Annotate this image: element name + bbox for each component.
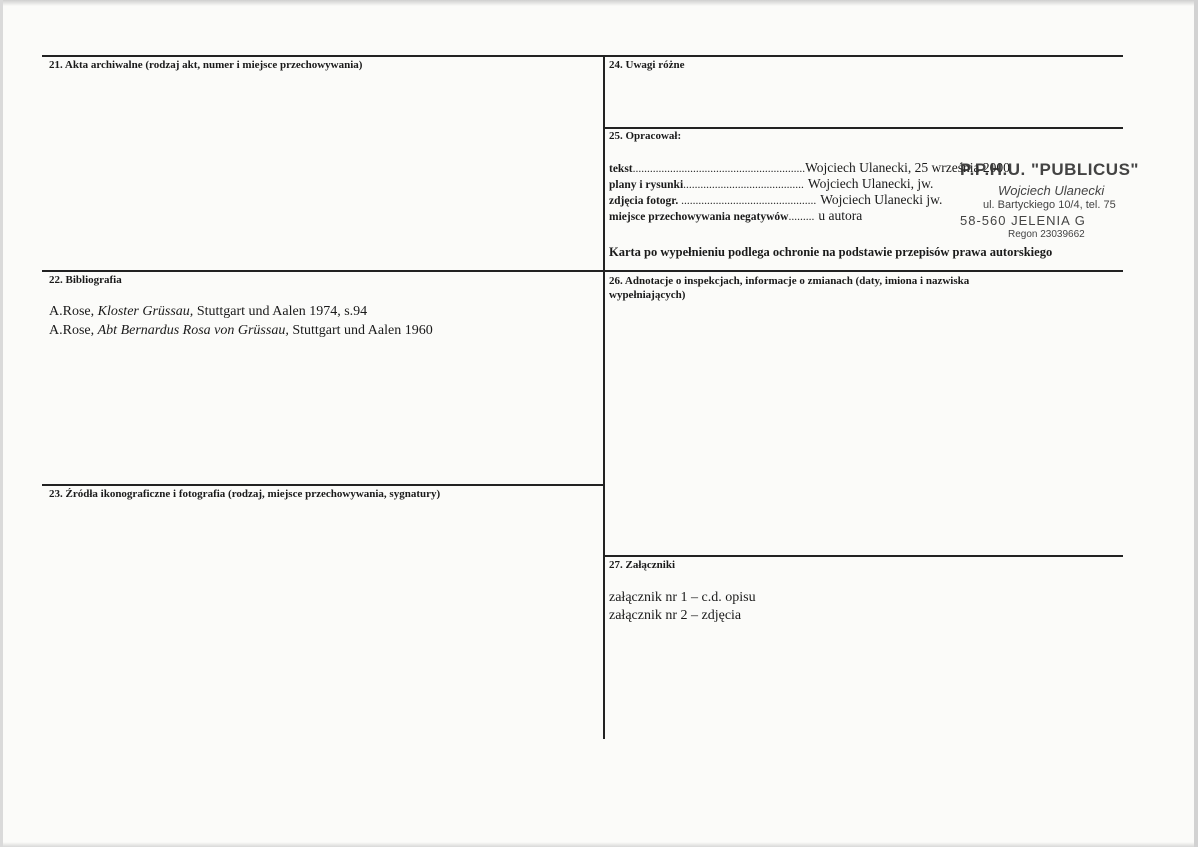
bibliography-title: Abt Bernardus Rosa von Grüssau, bbox=[97, 323, 289, 338]
row-dots: ......... bbox=[788, 211, 815, 223]
row-label: plany i rysunki bbox=[609, 179, 684, 191]
row-label: miejsce przechowywania negatywów bbox=[609, 211, 789, 223]
section-27-heading: 27. Załączniki bbox=[609, 559, 676, 571]
row-dots: ............................................................ bbox=[632, 163, 806, 175]
scan-edge-left bbox=[0, 0, 3, 847]
bibliography-entry bbox=[49, 303, 367, 321]
author-row-plans bbox=[609, 178, 933, 192]
row-value: Wojciech Ulanecki, 25 września 2000 bbox=[805, 160, 1010, 175]
stamp-address: ul. Bartyckiego 10/4, tel. 75 bbox=[983, 199, 1116, 211]
row-label: zdjęcia fotogr. bbox=[609, 195, 679, 207]
stamp-company-name: P.P.H.U. "PUBLICUS" bbox=[960, 160, 1139, 179]
stamp-regon: Regon 23039662 bbox=[1008, 229, 1085, 240]
bibliography-title: Kloster Grüssau, bbox=[97, 304, 194, 319]
rule-right-27 bbox=[604, 555, 1123, 557]
stamp-city: 58-560 JELENIA G bbox=[960, 213, 1086, 228]
attachment-item: załącznik nr 2 – zdjęcia bbox=[609, 608, 742, 623]
bibliography-author: A.Rose, bbox=[49, 323, 98, 338]
section-24-heading: 24. Uwagi różne bbox=[609, 59, 685, 71]
rule-right-25 bbox=[604, 127, 1123, 129]
author-row-photos bbox=[609, 194, 942, 208]
attachment-item: załącznik nr 1 – c.d. opisu bbox=[609, 590, 756, 605]
stamp-owner-name: Wojciech Ulanecki bbox=[998, 183, 1105, 198]
section-26-heading: 26. Adnotacje o inspekcjach, informacje o zmianach (daty, imiona i nazwiska bbox=[609, 275, 970, 287]
rule-right-26 bbox=[604, 270, 1123, 272]
bibliography-details: Stuttgart und Aalen 1960 bbox=[288, 323, 433, 338]
bibliography-entry bbox=[49, 322, 433, 340]
author-row-negatives bbox=[609, 210, 862, 224]
section-26-heading-continued: wypełniających) bbox=[609, 289, 686, 301]
row-value: Wojciech Ulanecki, jw. bbox=[807, 176, 934, 191]
row-value: u autora bbox=[818, 208, 863, 223]
row-label: tekst bbox=[609, 163, 633, 175]
bibliography-author: A.Rose, bbox=[49, 304, 98, 319]
scan-edge-right bbox=[1194, 0, 1198, 847]
row-value: Wojciech Ulanecki jw. bbox=[820, 192, 943, 207]
row-dots: .......................................... bbox=[683, 179, 804, 191]
copyright-notice: Karta po wypełnieniu podlega ochronie na podstawie przepisów prawa autorskiego bbox=[609, 245, 1053, 259]
section-25-heading: 25. Opracował: bbox=[609, 130, 682, 142]
section-23-heading: 23. Źródła ikonograficzne i fotografia (rodzaj, miejsce przechowywania, sygnatury) bbox=[49, 488, 441, 500]
row-dots: ............................................... bbox=[678, 195, 817, 207]
section-21-heading: 21. Akta archiwalne (rodzaj akt, numer i miejsce przechowywania) bbox=[49, 59, 363, 71]
bibliography-details: Stuttgart und Aalen 1974, s.94 bbox=[193, 304, 368, 319]
scan-edge-top bbox=[0, 0, 1198, 6]
section-22-heading: 22. Bibliografia bbox=[49, 274, 122, 286]
center-divider bbox=[603, 55, 605, 739]
rule-left-22 bbox=[42, 270, 604, 272]
scan-edge-bottom bbox=[0, 842, 1198, 847]
top-rule bbox=[42, 55, 1123, 57]
author-row-text bbox=[609, 162, 1010, 176]
rule-left-23 bbox=[42, 484, 604, 486]
